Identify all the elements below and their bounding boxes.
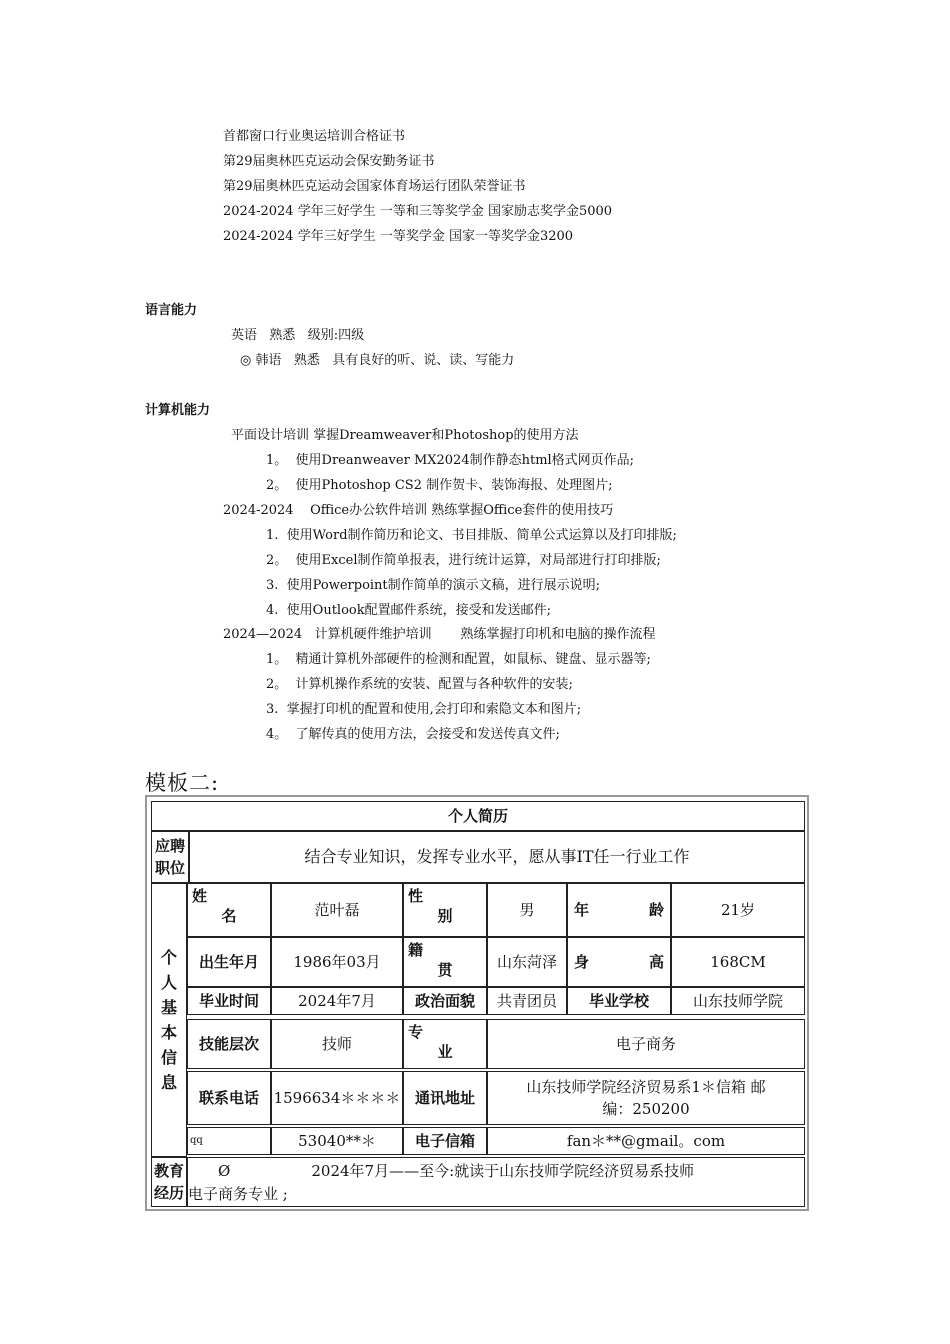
political-value: 共青团员: [487, 987, 567, 1015]
honor-line: 首都窗口行业奥运培训合格证书: [223, 129, 406, 144]
age-label: 年 龄: [567, 883, 671, 937]
computer-line: 1. 使用Word制作简历和论文、书目排版、简单公式运算以及打印排版;: [266, 528, 677, 543]
name-value: 范叶磊: [271, 883, 403, 937]
language-line: ◎ 韩语 熟悉 具有良好的听、说、读、写能力: [240, 353, 515, 368]
grad-time-value: 2024年7月: [271, 987, 403, 1015]
honor-line: 2024-2024 学年三好学生 一等奖学金 国家一等奖学金3200: [223, 229, 574, 244]
language-line: 英语 熟悉 级别:四级: [231, 328, 365, 343]
edu-label: 教育 经历: [151, 1157, 187, 1207]
honor-line: 第29届奥林匹克运动会保安勤务证书: [223, 154, 435, 169]
computer-line: 1。 精通计算机外部硬件的检测和配置，如鼠标、键盘、显示器等;: [266, 652, 651, 667]
language-heading: 语言能力: [145, 303, 198, 318]
computer-line: 1。 使用Dreanweaver MX2024制作静态html格式网页作品;: [266, 453, 635, 468]
phone-label: 联系电话: [187, 1071, 271, 1125]
computer-line: 2024—2024 计算机硬件维护培训 熟练掌握打印机和电脑的操作流程: [223, 627, 656, 642]
resume-title: 个人简历: [151, 801, 805, 831]
political-label: 政治面貌: [403, 987, 487, 1015]
computer-line: 4。 了解传真的使用方法，会接受和发送传真文件;: [266, 727, 560, 742]
qq-value: 53040**＊: [271, 1127, 403, 1155]
native-value: 山东菏泽: [487, 937, 567, 987]
school-value: 山东技师学院: [671, 987, 805, 1015]
template-label: 模板二:: [145, 771, 220, 795]
computer-line: 3. 使用Powerpoint制作简单的演示文稿，进行展示说明;: [266, 578, 601, 593]
resume-table: [145, 795, 809, 1211]
name-label: 姓 名: [187, 883, 271, 937]
birth-value: 1986年03月: [271, 937, 403, 987]
qq-label: qq: [187, 1127, 271, 1155]
computer-line: 2024-2024 Office办公软件培训 熟练掌握Office套件的使用技巧: [223, 503, 614, 518]
school-label: 毕业学校: [567, 987, 671, 1015]
address-value: 山东技师学院经济贸易系1＊信箱 邮 编：250200: [487, 1071, 805, 1125]
height-label: 身 高: [567, 937, 671, 987]
honor-line: 2024-2024 学年三好学生 一等和三等奖学金 国家励志奖学金5000: [223, 204, 613, 219]
age-value: 21岁: [671, 883, 805, 937]
computer-line: 平面设计培训 掌握Dreamweaver和Photoshop的使用方法: [231, 428, 579, 443]
phone-value: 1596634＊＊＊＊: [271, 1071, 403, 1125]
email-value: fan＊**@gmail。com: [487, 1127, 805, 1155]
section-basic-info: 个 人 基 本 信 息: [151, 883, 187, 1157]
computer-line: 2。 计算机操作系统的安装、配置与各种软件的安装;: [266, 677, 573, 692]
height-value: 168CM: [671, 937, 805, 987]
skill-label: 技能层次: [187, 1019, 271, 1069]
birth-label: 出生年月: [187, 937, 271, 987]
grad-time-label: 毕业时间: [187, 987, 271, 1015]
computer-heading: 计算机能力: [145, 403, 211, 418]
gender-value: 男: [487, 883, 567, 937]
major-label: 专 业: [403, 1019, 487, 1069]
email-label: 电子信箱: [403, 1127, 487, 1155]
computer-line: 2。 使用Excel制作简单报表，进行统计运算，对局部进行打印排版;: [266, 553, 661, 568]
job-label: 应聘 职位: [151, 831, 189, 883]
honor-line: 第29届奥林匹克运动会国家体育场运行团队荣誉证书: [223, 179, 526, 194]
gender-label: 性 别: [403, 883, 487, 937]
major-value: 电子商务: [487, 1019, 805, 1069]
skill-value: 技师: [271, 1019, 403, 1069]
job-value: 结合专业知识，发挥专业水平，愿从事IT任一行业工作: [189, 831, 805, 883]
edu-value: Ø 2024年7月——至今:就读于山东技师学院经济贸易系技师 电子商务专业 ;: [187, 1157, 805, 1207]
computer-line: 4. 使用Outlook配置邮件系统，接受和发送邮件;: [266, 603, 551, 618]
computer-line: 2。 使用Photoshop CS2 制作贺卡、装饰海报、处理图片;: [266, 478, 613, 493]
native-label: 籍 贯: [403, 937, 487, 987]
computer-line: 3. 掌握打印机的配置和使用,会打印和索隐文本和图片;: [266, 702, 582, 717]
address-label: 通讯地址: [403, 1071, 487, 1125]
